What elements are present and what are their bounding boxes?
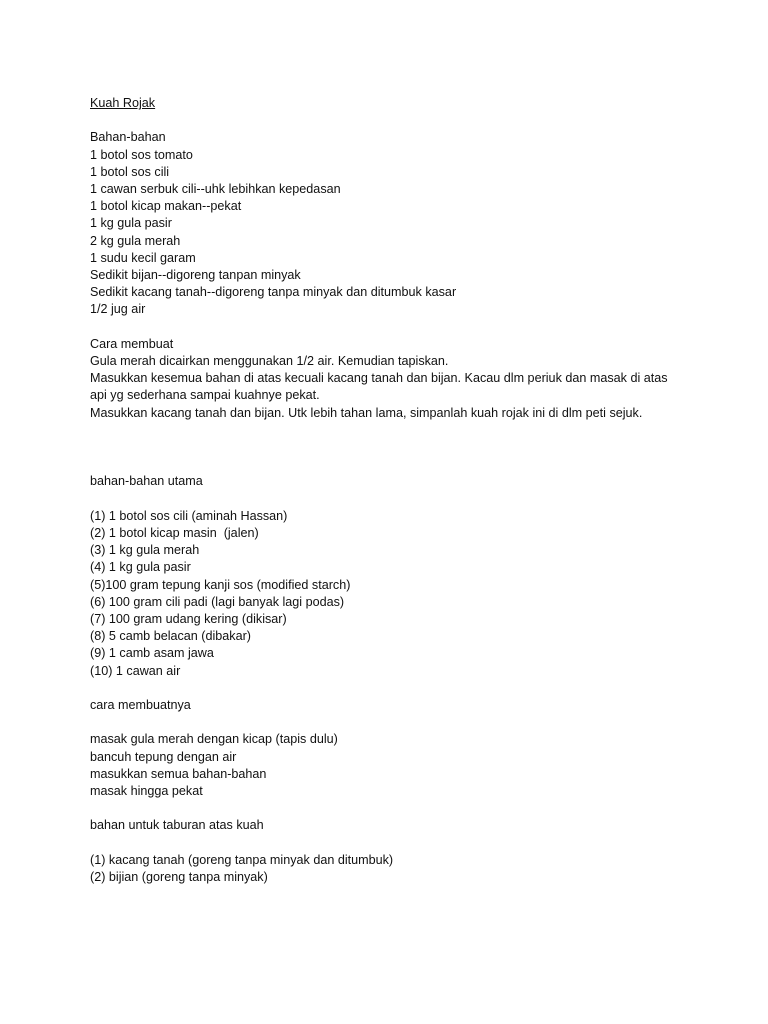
ingredient-line: 1 botol kicap makan--pekat (90, 199, 242, 214)
main-ingredient-line: (5)100 gram tepung kanji sos (modified starch) (90, 577, 351, 592)
ingredient-line: 1 sudu kecil garam (90, 250, 196, 265)
method2-line: masukkan semua bahan-bahan (90, 766, 267, 781)
method-line: Masukkan kacang tanah dan bijan. Utk lebih tahan lama, simpanlah kuah rojak ini di dlm peti sejuk. (90, 405, 643, 420)
method-line: api yg sederhana sampai kuahnye pekat. (90, 388, 320, 403)
ingredients-heading: Bahan-bahan (90, 130, 166, 145)
main-ingredients-heading: bahan-bahan utama (90, 474, 203, 489)
spacer (90, 112, 730, 129)
ingredient-line: Sedikit bijan--digoreng tanpan minyak (90, 268, 301, 283)
main-ingredient-line: (1) 1 botol sos cili (aminah Hassan) (90, 508, 288, 523)
main-ingredient-line: (6) 100 gram cili padi (lagi banyak lagi podas) (90, 594, 345, 609)
spacer (90, 714, 730, 731)
topping-line: (2) bijian (goreng tanpa minyak) (90, 870, 268, 885)
spacer (90, 835, 730, 852)
method-line: Masukkan kesemua bahan di atas kecuali kacang tanah dan bijan. Kacau dlm periuk dan masak di atas (90, 371, 668, 386)
spacer (90, 680, 730, 697)
method2-line: bancuh tepung dengan air (90, 749, 237, 764)
main-ingredient-line: (9) 1 camb asam jawa (90, 646, 214, 661)
ingredient-line: 2 kg gula merah (90, 233, 181, 248)
spacer (90, 800, 730, 817)
ingredient-line: 1 cawan serbuk cili--uhk lebihkan kepedasan (90, 182, 341, 196)
main-ingredient-line: (2) 1 botol kicap masin (jalen) (90, 526, 259, 541)
ingredient-line: 1 botol sos tomato (90, 147, 193, 162)
main-ingredient-line: (7) 100 gram udang kering (dikisar) (90, 612, 287, 627)
method2-line: masak gula merah dengan kicap (tapis dulu) (90, 732, 338, 747)
spacer (90, 319, 730, 336)
method2-heading: cara membuatnya (90, 698, 191, 713)
topping-heading: bahan untuk taburan atas kuah (90, 818, 264, 833)
ingredient-line: Sedikit kacang tanah--digoreng tanpa minyak dan ditumbuk kasar (90, 285, 457, 300)
spacer (90, 422, 730, 474)
spacer (90, 491, 730, 508)
document-page (90, 95, 730, 886)
recipe-title: Kuah Rojak (90, 96, 156, 110)
main-ingredient-line: (4) 1 kg gula pasir (90, 560, 191, 575)
method-heading: Cara membuat (90, 336, 174, 351)
ingredient-line: 1 kg gula pasir (90, 216, 172, 231)
ingredient-line: 1/2 jug air (90, 302, 146, 317)
topping-line: (1) kacang tanah (goreng tanpa minyak dan ditumbuk) (90, 852, 394, 867)
main-ingredient-line: (10) 1 cawan air (90, 663, 181, 678)
method2-line: masak hingga pekat (90, 784, 203, 799)
method-line: Gula merah dicairkan menggunakan 1/2 air. Kemudian tapiskan. (90, 354, 449, 369)
main-ingredient-line: (3) 1 kg gula merah (90, 543, 200, 558)
main-ingredient-line: (8) 5 camb belacan (dibakar) (90, 629, 251, 644)
ingredient-line: 1 botol sos cili (90, 164, 170, 179)
